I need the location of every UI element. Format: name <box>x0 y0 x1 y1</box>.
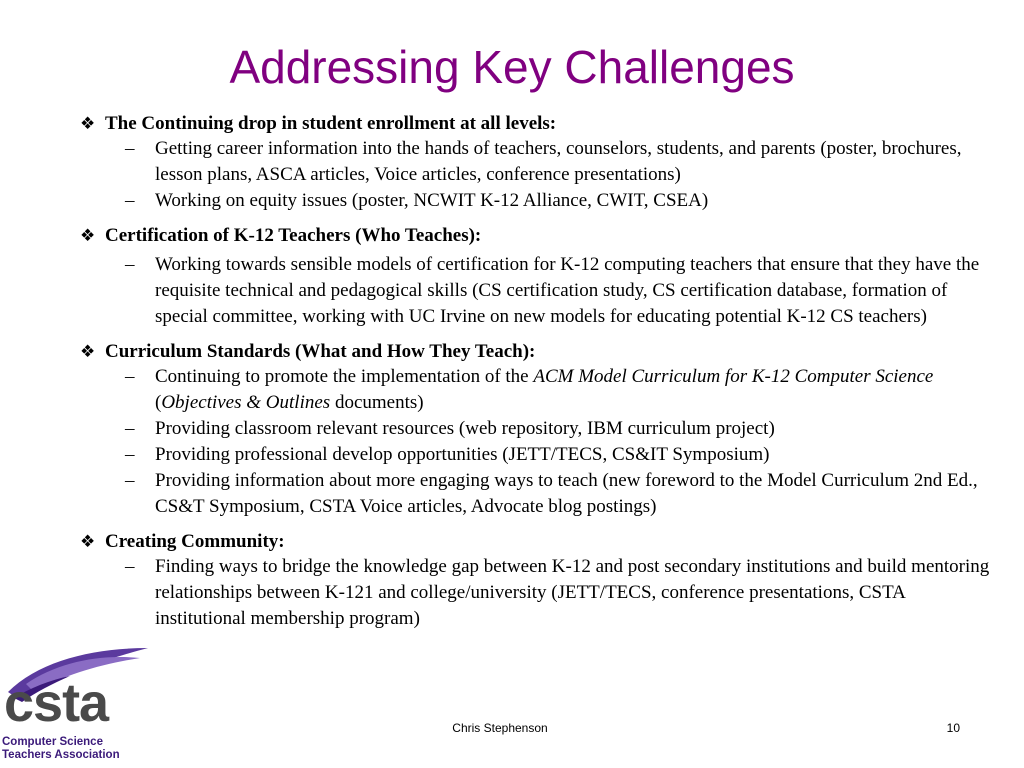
heading-text: Certification of K-12 Teachers (Who Teaches): <box>105 225 482 246</box>
section-community <box>80 530 1000 632</box>
heading-text: Creating Community: <box>105 531 285 552</box>
list-item: – Providing classroom relevant resources (web repository, IBM curriculum project) <box>80 416 1000 442</box>
slide-content <box>80 112 1000 642</box>
csta-logo-subtitle: Computer Science Teachers Association <box>2 736 120 761</box>
section-curriculum <box>80 340 1000 520</box>
csta-logo-wordmark: csta <box>4 673 109 733</box>
list-item: – Getting career information into the hands of teachers, counselors, students, and parents (poster, brochures, lesson plans, ASCA articles, Voice articles, conference presentations) <box>125 138 962 185</box>
list-item: – Finding ways to bridge the knowledge gap between K-12 and post secondary institutions and build mentoring relationships between K-121 and college/university (JETT/TECS, conference presentations, CSTA institutional membership program) <box>125 556 990 629</box>
list-item: – Providing professional develop opportunities (JETT/TECS, CS&IT Symposium) <box>80 442 1000 468</box>
bullet-list <box>80 554 1000 632</box>
list-item: – Working on equity issues (poster, NCWIT K-12 Alliance, CWIT, CSEA) <box>80 188 1000 214</box>
section-certification <box>80 224 1000 330</box>
dash-icon: – <box>125 556 135 577</box>
bullet-list <box>80 136 1000 214</box>
heading-text: The Continuing drop in student enrollment at all levels: <box>105 113 557 134</box>
dash-icon: – <box>125 470 135 491</box>
document-title: Objectives & Outlines <box>161 392 331 413</box>
dash-icon: – <box>125 190 135 211</box>
slide-title: Addressing Key Challenges <box>229 41 795 93</box>
bullet-list <box>80 364 1000 520</box>
heading-text: Curriculum Standards (What and How They Teach): <box>105 341 536 362</box>
diamond-bullet-icon: ❖ <box>80 532 96 551</box>
list-item: – Working towards sensible models of certification for K-12 computing teachers that ensure that they have the requisite technical and pedagogical skills (CS certification study, CS certification database, formation of special committee, working with UC Irvine on new models for educating potential K-12 CS teachers) <box>125 254 980 327</box>
curriculum-title: ACM Model Curriculum for K-12 Computer Science <box>533 366 934 387</box>
bullet-list <box>80 252 1000 330</box>
list-item: – Continuing to promote the implementation of the ACM Model Curriculum for K-12 Computer Science (Objectives & Outlines documents) <box>125 366 934 413</box>
dash-icon: – <box>125 418 135 439</box>
section-heading <box>80 112 1000 136</box>
diamond-bullet-icon: ❖ <box>80 114 96 133</box>
section-enrollment <box>80 112 1000 214</box>
section-heading <box>80 340 1000 364</box>
dash-icon: – <box>125 366 135 387</box>
list-item: – Providing information about more engaging ways to teach (new foreword to the Model Curriculum 2nd Ed., CS&T Symposium, CSTA Voice articles, Advocate blog postings) <box>125 470 978 517</box>
diamond-bullet-icon: ❖ <box>80 226 96 245</box>
dash-icon: – <box>125 254 135 275</box>
dash-icon: – <box>125 444 135 465</box>
diamond-bullet-icon: ❖ <box>80 342 96 361</box>
section-heading <box>80 530 1000 554</box>
footer-page-number: 10 <box>946 721 960 735</box>
dash-icon: – <box>125 138 135 159</box>
footer-presenter: Chris Stephenson <box>452 721 548 735</box>
section-heading <box>80 224 1000 248</box>
